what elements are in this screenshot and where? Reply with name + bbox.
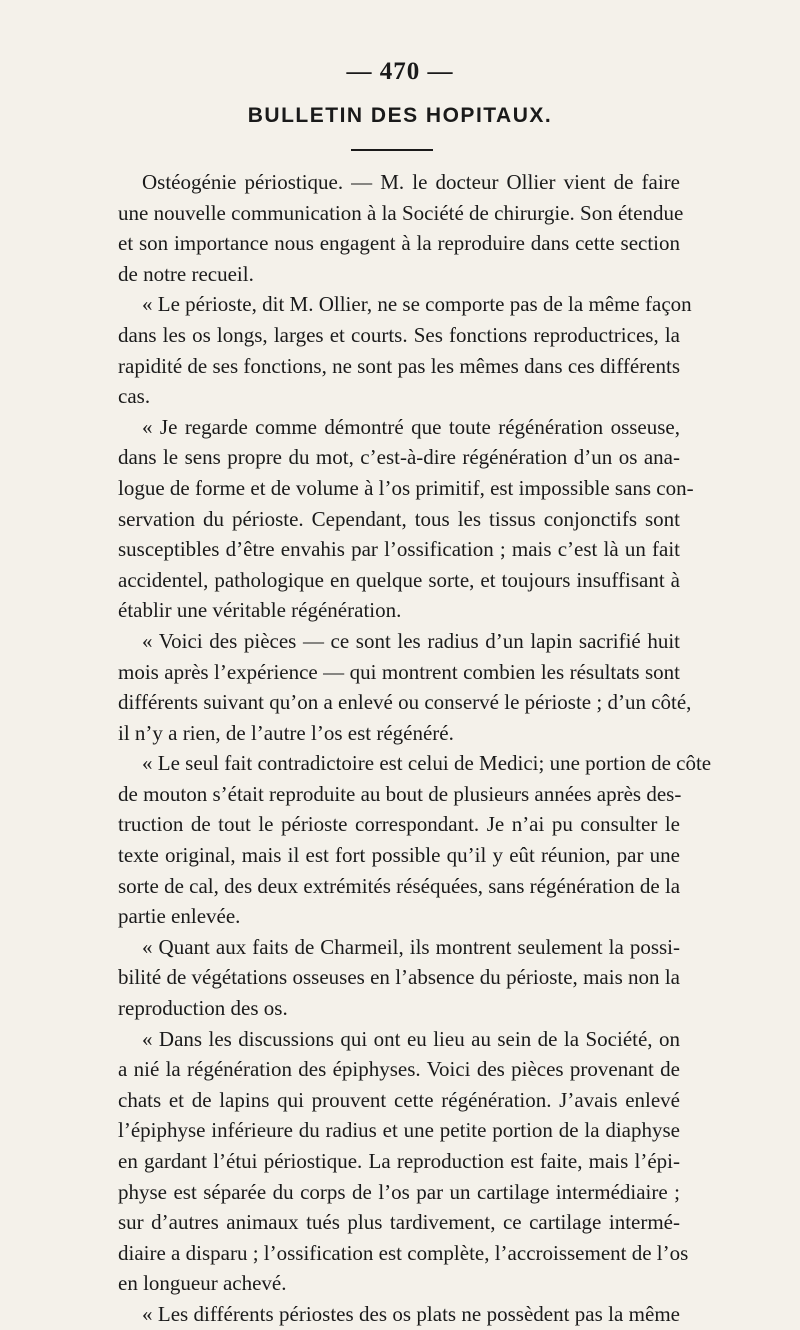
text-line: logue de forme et de volume à l’os primitif, est impossible sans con- <box>118 475 694 500</box>
text-line: susceptibles d’être envahis par l’ossification ; mais c’est là un fait <box>118 537 680 562</box>
text-line: texte original, mais il est fort possible qu’il y eût réunion, par une <box>118 843 680 868</box>
text-line: en longueur achevé. <box>118 1271 287 1296</box>
text-line: « Je regarde comme démontré que toute régénération osseuse, <box>142 414 680 439</box>
text-line: dans les os longs, larges et courts. Ses fonctions reproductrices, la <box>118 322 680 347</box>
text-line: « Le périoste, dit M. Ollier, ne se comporte pas de la même façon <box>142 292 692 317</box>
text-line: l’épiphyse inférieure du radius et une petite portion de la diaphyse <box>118 1118 680 1143</box>
heading-rule <box>351 149 433 151</box>
text-line: reproduction des os. <box>118 996 288 1021</box>
article-body <box>118 167 712 1330</box>
text-line: « Voici des pièces — ce sont les radius d’un lapin sacrifié huit <box>142 628 680 653</box>
text-line: de mouton s’était reproduite au bout de plusieurs années après des- <box>118 781 682 806</box>
text-line: accidentel, pathologique en quelque sorte, et toujours insuffisant à <box>118 567 680 592</box>
text-line: il n’y a rien, de l’autre l’os est régénéré. <box>118 720 454 745</box>
text-line: physe est séparée du corps de l’os par un cartilage intermédiaire ; <box>118 1179 680 1204</box>
text-line: mois après l’expérience — qui montrent combien les résultats sont <box>118 659 680 684</box>
text-line: cas. <box>118 384 151 409</box>
text-line: en gardant l’étui périostique. La reproduction est faite, mais l’épi- <box>118 1149 680 1173</box>
page-number: — 470 — <box>346 58 454 85</box>
text-line: « Dans les discussions qui ont eu lieu au sein de la Société, on <box>142 1026 680 1051</box>
text-line: chats et de lapins qui prouvent cette régénération. J’avais enlevé <box>118 1087 680 1112</box>
text-line: « Le seul fait contradictoire est celui de Medici; une portion de côte <box>142 751 712 776</box>
text-line: « Les différents périostes des os plats ne possèdent pas la même <box>142 1301 680 1326</box>
text-line: une nouvelle communication à la Société de chirurgie. Son étendue <box>118 200 684 225</box>
text-line: partie enlevée. <box>118 904 241 929</box>
text-line: truction de tout le périoste correspondant. Je n’ai pu consulter le <box>118 812 680 837</box>
text-line: « Quant aux faits de Charmeil, ils montrent seulement la possi- <box>142 934 680 959</box>
text-line: sorte de cal, des deux extrémités réséquées, sans régénération de la <box>118 873 681 898</box>
text-line: servation du périoste. Cependant, tous les tissus conjonctifs sont <box>118 506 680 531</box>
text-line: dans le sens propre du mot, c’est-à-dire régénération d’un os ana- <box>118 445 680 470</box>
text-line: bilité de végétations osseuses en l’absence du périoste, mais non la <box>118 965 680 990</box>
text-line: sur d’autres animaux tués plus tardivement, ce cartilage intermé- <box>118 1210 680 1235</box>
text-line: diaire a disparu ; l’ossification est complète, l’accroissement de l’os <box>118 1240 689 1265</box>
text-line: rapidité de ses fonctions, ne sont pas les mêmes dans ces différents <box>118 353 680 378</box>
text-line: différents suivant qu’on a enlevé ou conservé le périoste ; d’un côté, <box>118 690 692 715</box>
section-heading: BULLETIN DES HOPITAUX. <box>247 104 553 127</box>
text-line: de notre recueil. <box>118 261 254 286</box>
text-line: a nié la régénération des épiphyses. Voici des pièces provenant de <box>118 1057 680 1082</box>
text-line: établir une véritable régénération. <box>118 598 402 623</box>
text-line: Ostéogénie périostique. — M. le docteur Ollier vient de faire <box>142 170 680 194</box>
text-line: et son importance nous engagent à la reproduire dans cette section <box>118 231 680 256</box>
